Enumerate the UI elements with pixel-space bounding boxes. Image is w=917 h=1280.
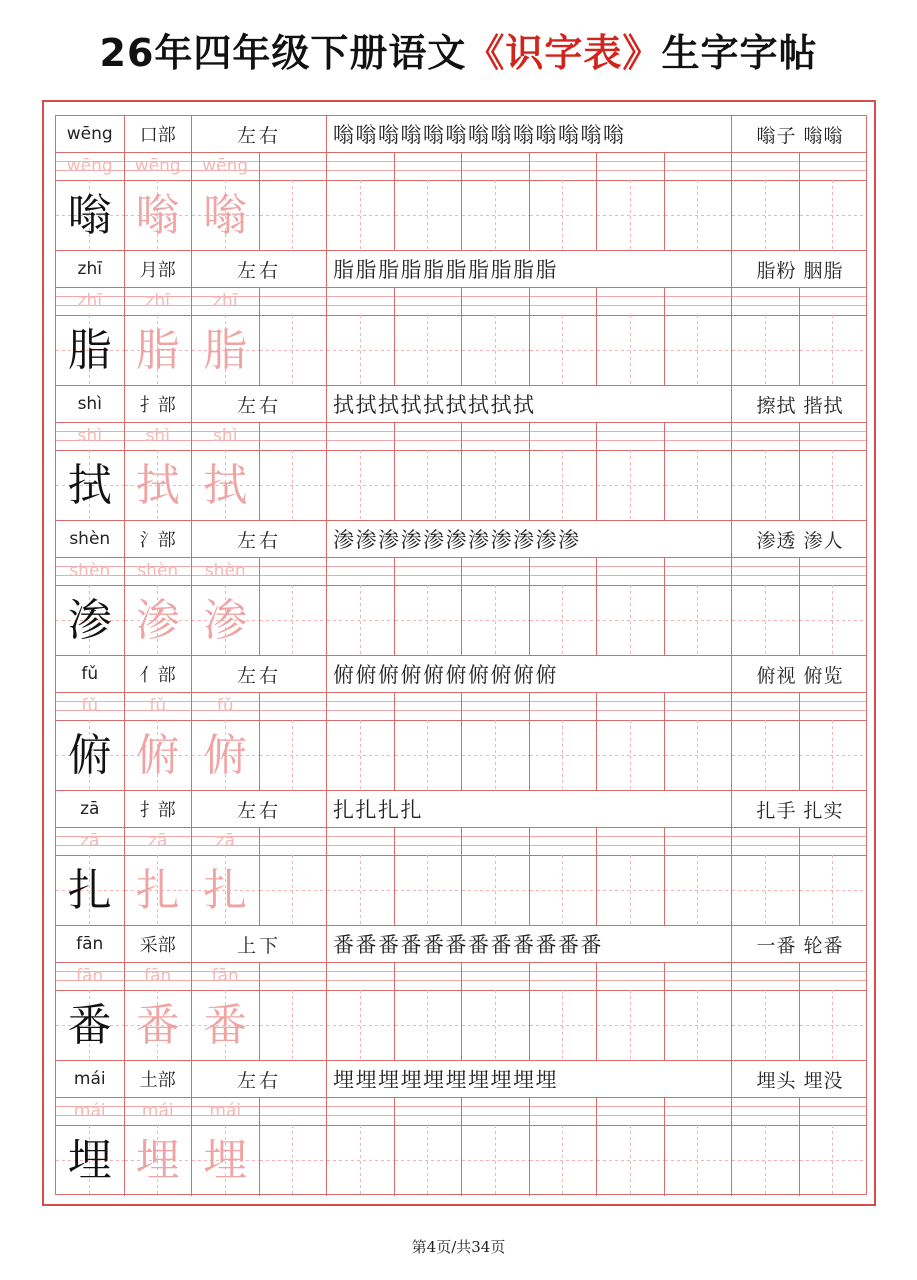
pinyin-trace: zā [80, 831, 100, 851]
page-title [0, 22, 917, 77]
pinyin-practice-cell [326, 1097, 394, 1125]
pinyin-trace: fān [76, 966, 104, 986]
model-character: 脂 [67, 324, 112, 376]
pinyin-practice-cell [596, 557, 664, 585]
pinyin-practice-cell [394, 287, 462, 315]
tian-grid-cell [191, 315, 259, 386]
info-stroke-order: 渗渗渗渗渗渗渗渗渗渗渗 [326, 521, 731, 557]
pinyin-trace: wēng [191, 152, 259, 180]
pinyin-practice-cell [664, 692, 732, 720]
pinyin-practice-cell [596, 152, 664, 180]
tian-grid-cell [259, 450, 327, 521]
pinyin-practice-cell [799, 557, 867, 585]
info-radical: 口部 [124, 116, 192, 152]
pinyin-practice-cell [259, 827, 327, 855]
pinyin-practice-cell [731, 692, 799, 720]
pinyin-practice-cell [664, 827, 732, 855]
tian-grid-cell [799, 315, 867, 386]
pinyin-trace: fǔ [191, 692, 259, 720]
info-row [56, 1061, 866, 1098]
page-number: 第4页/共34页 [411, 1238, 506, 1256]
info-pinyin: wēng [66, 124, 113, 144]
info-words: 渗透 渗人 [731, 521, 868, 557]
pinyin-practice-cell [529, 557, 597, 585]
tian-grid-cell [259, 315, 327, 386]
tian-grid-cell [461, 180, 529, 251]
tian-grid-cell [394, 720, 462, 791]
tian-grid-cell [56, 315, 124, 386]
pinyin-practice-cell [596, 287, 664, 315]
trace-character: 嗡 [135, 189, 180, 241]
title-prefix: 26年四年级下册语文 [99, 31, 467, 75]
info-words: 埋头 埋没 [731, 1061, 868, 1097]
pinyin-practice-cell [326, 422, 394, 450]
pinyin-practice-cell [326, 827, 394, 855]
tian-grid-cell [124, 315, 192, 386]
tian-grid-cell [56, 1125, 124, 1196]
trace-character: 脂 [135, 324, 180, 376]
tian-grid-cell [664, 1125, 732, 1196]
tian-grid-cell [326, 180, 394, 251]
pinyin-practice-cell [259, 557, 327, 585]
pinyin-practice-cell [799, 287, 867, 315]
pinyin-practice-cell [596, 692, 664, 720]
pinyin-trace: zā [191, 827, 259, 855]
char-block [55, 520, 867, 655]
trace-character: 扎 [135, 864, 180, 916]
trace-character: 俯 [135, 729, 180, 781]
model-character: 渗 [67, 594, 112, 646]
info-row [56, 926, 866, 963]
tian-grid-cell [259, 990, 327, 1061]
tian-grid-cell [596, 855, 664, 926]
info-pinyin: zā [80, 799, 100, 819]
tian-grid-cell [731, 180, 799, 251]
tian-grid-cell [124, 990, 192, 1061]
pinyin-practice-row [56, 692, 866, 721]
tian-grid-cell [394, 315, 462, 386]
pinyin-practice-row [56, 422, 866, 451]
tian-grid-cell [394, 990, 462, 1061]
pinyin-practice-cell [529, 287, 597, 315]
tian-grid-cell [326, 720, 394, 791]
pinyin-practice-cell [664, 962, 732, 990]
info-radical: 采部 [124, 926, 192, 962]
trace-character: 嗡 [203, 189, 248, 241]
info-stroke-order: 番番番番番番番番番番番番 [326, 926, 731, 962]
tian-grid-cell [529, 720, 597, 791]
pinyin-trace: shì [191, 422, 259, 450]
pinyin-practice-cell [259, 692, 327, 720]
tian-grid-cell [124, 855, 192, 926]
info-words: 脂粉 胭脂 [731, 251, 868, 287]
tian-grid-cell [259, 720, 327, 791]
pinyin-trace: shèn [69, 561, 111, 581]
pinyin-practice-cell [799, 422, 867, 450]
pinyin-practice-cell [596, 827, 664, 855]
info-radical: 亻部 [124, 656, 192, 692]
pinyin-trace: shì [77, 426, 102, 446]
pinyin-practice-cell [259, 287, 327, 315]
trace-character: 埋 [135, 1134, 180, 1186]
title-suffix: 生字字帖 [661, 31, 818, 75]
pinyin-practice-cell [731, 422, 799, 450]
info-structure: 左右 [191, 1061, 326, 1097]
tian-grid-cell [596, 450, 664, 521]
character-practice-row [56, 855, 866, 926]
tian-grid-cell [259, 855, 327, 926]
pinyin-trace: zhī [191, 287, 259, 315]
info-stroke-order: 拭拭拭拭拭拭拭拭拭 [326, 386, 731, 422]
char-block [55, 655, 867, 790]
tian-grid-cell [731, 585, 799, 656]
pinyin-practice-cell [529, 422, 597, 450]
info-stroke-order: 嗡嗡嗡嗡嗡嗡嗡嗡嗡嗡嗡嗡嗡 [326, 116, 731, 152]
tian-grid-cell [731, 1125, 799, 1196]
info-row [56, 521, 866, 558]
tian-grid-cell [731, 720, 799, 791]
tian-grid-cell [799, 450, 867, 521]
character-practice-row [56, 720, 866, 791]
pinyin-trace: mái [191, 1097, 259, 1125]
info-structure: 左右 [191, 521, 326, 557]
pinyin-practice-cell [731, 962, 799, 990]
pinyin-practice-cell [394, 692, 462, 720]
char-block [55, 1060, 867, 1195]
pinyin-practice-cell [259, 152, 327, 180]
tian-grid-cell [461, 1125, 529, 1196]
model-character: 嗡 [67, 189, 112, 241]
pinyin-practice-cell [394, 422, 462, 450]
info-pinyin: shì [77, 394, 102, 414]
trace-character: 渗 [135, 594, 180, 646]
tian-grid-cell [664, 990, 732, 1061]
pinyin-practice-cell [799, 692, 867, 720]
tian-grid-cell [529, 315, 597, 386]
pinyin-practice-cell [259, 1097, 327, 1125]
info-structure: 左右 [191, 386, 326, 422]
pinyin-practice-row [56, 962, 866, 991]
tian-grid-cell [191, 1125, 259, 1196]
pinyin-practice-cell [461, 962, 529, 990]
info-row [56, 386, 866, 423]
tian-grid-cell [596, 990, 664, 1061]
info-structure: 左右 [191, 791, 326, 827]
info-radical: 扌部 [124, 791, 192, 827]
pinyin-practice-cell [664, 287, 732, 315]
pinyin-practice-cell [529, 827, 597, 855]
tian-grid-cell [529, 450, 597, 521]
tian-grid-cell [664, 855, 732, 926]
model-character: 拭 [67, 459, 112, 511]
info-radical: 月部 [124, 251, 192, 287]
pinyin-practice-cell [461, 422, 529, 450]
tian-grid-cell [731, 450, 799, 521]
pinyin-trace: zā [124, 827, 192, 855]
tian-grid-cell [394, 855, 462, 926]
pinyin-practice-cell [529, 152, 597, 180]
pinyin-practice-cell [529, 962, 597, 990]
pinyin-practice-cell [394, 1097, 462, 1125]
tian-grid-cell [799, 855, 867, 926]
pinyin-practice-cell [664, 152, 732, 180]
tian-grid-cell [461, 990, 529, 1061]
tian-grid-cell [326, 855, 394, 926]
trace-character: 俯 [203, 729, 248, 781]
tian-grid-cell [124, 450, 192, 521]
pinyin-practice-cell [259, 962, 327, 990]
tian-grid-cell [731, 990, 799, 1061]
info-words: 俯视 俯览 [731, 656, 868, 692]
pinyin-practice-cell [326, 287, 394, 315]
pinyin-practice-cell [326, 152, 394, 180]
tian-grid-cell [56, 180, 124, 251]
character-practice-row [56, 450, 866, 521]
pinyin-practice-cell [664, 557, 732, 585]
tian-grid-cell [461, 450, 529, 521]
pinyin-trace: mái [124, 1097, 192, 1125]
pinyin-practice-row [56, 827, 866, 856]
pinyin-trace: shì [124, 422, 192, 450]
practice-grid [55, 115, 867, 1195]
trace-character: 埋 [203, 1134, 248, 1186]
tian-grid-cell [799, 180, 867, 251]
info-radical: 氵部 [124, 521, 192, 557]
char-block [55, 115, 867, 250]
info-stroke-order: 扎扎扎扎 [326, 791, 731, 827]
pinyin-trace: wēng [124, 152, 192, 180]
tian-grid-cell [596, 180, 664, 251]
tian-grid-cell [799, 720, 867, 791]
pinyin-practice-cell [799, 827, 867, 855]
info-stroke-order: 俯俯俯俯俯俯俯俯俯俯 [326, 656, 731, 692]
character-practice-row [56, 180, 866, 251]
tian-grid-cell [394, 585, 462, 656]
info-row [56, 656, 866, 693]
tian-grid-cell [326, 450, 394, 521]
tian-grid-cell [529, 990, 597, 1061]
tian-grid-cell [191, 180, 259, 251]
pinyin-practice-cell [731, 1097, 799, 1125]
tian-grid-cell [326, 990, 394, 1061]
trace-character: 番 [203, 999, 248, 1051]
info-row [56, 251, 866, 288]
info-row [56, 791, 866, 828]
pinyin-practice-cell [731, 827, 799, 855]
model-character: 俯 [67, 729, 112, 781]
trace-character: 脂 [203, 324, 248, 376]
info-words: 扎手 扎实 [731, 791, 868, 827]
char-block [55, 925, 867, 1060]
pinyin-practice-cell [394, 557, 462, 585]
tian-grid-cell [799, 990, 867, 1061]
tian-grid-cell [799, 585, 867, 656]
model-character: 埋 [67, 1134, 112, 1186]
char-block [55, 790, 867, 925]
trace-character: 番 [135, 999, 180, 1051]
info-pinyin: shèn [69, 529, 111, 549]
pinyin-trace: fān [124, 962, 192, 990]
info-pinyin: mái [73, 1069, 106, 1089]
tian-grid-cell [326, 315, 394, 386]
pinyin-practice-cell [664, 422, 732, 450]
tian-grid-cell [461, 855, 529, 926]
tian-grid-cell [259, 180, 327, 251]
info-pinyin: fǔ [81, 664, 99, 684]
tian-grid-cell [191, 990, 259, 1061]
pinyin-practice-cell [529, 692, 597, 720]
tian-grid-cell [596, 315, 664, 386]
tian-grid-cell [529, 180, 597, 251]
pinyin-practice-cell [596, 1097, 664, 1125]
pinyin-practice-cell [731, 152, 799, 180]
tian-grid-cell [56, 585, 124, 656]
character-practice-row [56, 585, 866, 656]
info-stroke-order: 脂脂脂脂脂脂脂脂脂脂 [326, 251, 731, 287]
character-practice-row [56, 1125, 866, 1196]
tian-grid-cell [731, 855, 799, 926]
info-stroke-order: 埋埋埋埋埋埋埋埋埋埋 [326, 1061, 731, 1097]
info-structure: 左右 [191, 656, 326, 692]
pinyin-trace: fǔ [81, 696, 99, 716]
pinyin-practice-row [56, 152, 866, 181]
pinyin-practice-cell [461, 557, 529, 585]
tian-grid-cell [461, 585, 529, 656]
pinyin-practice-cell [461, 692, 529, 720]
model-character: 扎 [67, 864, 112, 916]
tian-grid-cell [124, 585, 192, 656]
tian-grid-cell [529, 855, 597, 926]
pinyin-trace: fān [191, 962, 259, 990]
pinyin-practice-cell [326, 557, 394, 585]
tian-grid-cell [326, 585, 394, 656]
pinyin-practice-row [56, 287, 866, 316]
char-block [55, 385, 867, 520]
pinyin-trace: fǔ [124, 692, 192, 720]
pinyin-trace: zhī [124, 287, 192, 315]
tian-grid-cell [664, 450, 732, 521]
tian-grid-cell [56, 990, 124, 1061]
model-character: 番 [67, 999, 112, 1051]
pinyin-practice-cell [731, 287, 799, 315]
trace-character: 扎 [203, 864, 248, 916]
pinyin-practice-cell [394, 152, 462, 180]
trace-character: 渗 [203, 594, 248, 646]
char-block [55, 250, 867, 385]
info-row [56, 116, 866, 153]
tian-grid-cell [596, 585, 664, 656]
tian-grid-cell [259, 585, 327, 656]
info-words: 嗡子 嗡嗡 [731, 116, 868, 152]
info-words: 一番 轮番 [731, 926, 868, 962]
tian-grid-cell [191, 450, 259, 521]
trace-character: 拭 [135, 459, 180, 511]
tian-grid-cell [56, 450, 124, 521]
pinyin-practice-row [56, 557, 866, 586]
pinyin-trace: zhī [77, 291, 102, 311]
tian-grid-cell [596, 720, 664, 791]
pinyin-practice-cell [799, 962, 867, 990]
tian-grid-cell [124, 720, 192, 791]
pinyin-practice-cell [461, 1097, 529, 1125]
tian-grid-cell [191, 855, 259, 926]
info-pinyin: zhī [77, 259, 102, 279]
character-practice-row [56, 990, 866, 1061]
info-words: 擦拭 揩拭 [731, 386, 868, 422]
pinyin-practice-cell [326, 962, 394, 990]
pinyin-trace: shèn [191, 557, 259, 585]
tian-grid-cell [394, 180, 462, 251]
title-highlight: 《识字表》 [466, 31, 662, 75]
tian-grid-cell [394, 450, 462, 521]
pinyin-practice-row [56, 1097, 866, 1126]
tian-grid-cell [124, 1125, 192, 1196]
tian-grid-cell [461, 720, 529, 791]
pinyin-practice-cell [799, 1097, 867, 1125]
tian-grid-cell [461, 315, 529, 386]
info-structure: 左右 [191, 251, 326, 287]
pinyin-practice-cell [596, 962, 664, 990]
info-structure: 上下 [191, 926, 326, 962]
pinyin-practice-cell [664, 1097, 732, 1125]
tian-grid-cell [394, 1125, 462, 1196]
tian-grid-cell [56, 720, 124, 791]
pinyin-practice-cell [326, 692, 394, 720]
trace-character: 拭 [203, 459, 248, 511]
pinyin-practice-cell [799, 152, 867, 180]
tian-grid-cell [529, 1125, 597, 1196]
tian-grid-cell [731, 315, 799, 386]
tian-grid-cell [259, 1125, 327, 1196]
pinyin-trace: wēng [66, 156, 113, 176]
pinyin-practice-cell [461, 827, 529, 855]
pinyin-practice-cell [461, 152, 529, 180]
tian-grid-cell [191, 585, 259, 656]
pinyin-practice-cell [461, 287, 529, 315]
character-practice-row [56, 315, 866, 386]
info-radical: 扌部 [124, 386, 192, 422]
pinyin-practice-cell [731, 557, 799, 585]
tian-grid-cell [124, 180, 192, 251]
tian-grid-cell [664, 180, 732, 251]
pinyin-practice-cell [529, 1097, 597, 1125]
tian-grid-cell [664, 585, 732, 656]
pinyin-practice-cell [394, 827, 462, 855]
tian-grid-cell [326, 1125, 394, 1196]
pinyin-practice-cell [596, 422, 664, 450]
tian-grid-cell [664, 720, 732, 791]
pinyin-trace: mái [73, 1101, 106, 1121]
pinyin-practice-cell [394, 962, 462, 990]
info-radical: 土部 [124, 1061, 192, 1097]
tian-grid-cell [596, 1125, 664, 1196]
pinyin-trace: shèn [124, 557, 192, 585]
tian-grid-cell [799, 1125, 867, 1196]
tian-grid-cell [56, 855, 124, 926]
tian-grid-cell [664, 315, 732, 386]
pinyin-practice-cell [259, 422, 327, 450]
worksheet-frame [42, 100, 876, 1206]
info-structure: 左右 [191, 116, 326, 152]
tian-grid-cell [191, 720, 259, 791]
tian-grid-cell [529, 585, 597, 656]
info-pinyin: fān [76, 934, 104, 954]
